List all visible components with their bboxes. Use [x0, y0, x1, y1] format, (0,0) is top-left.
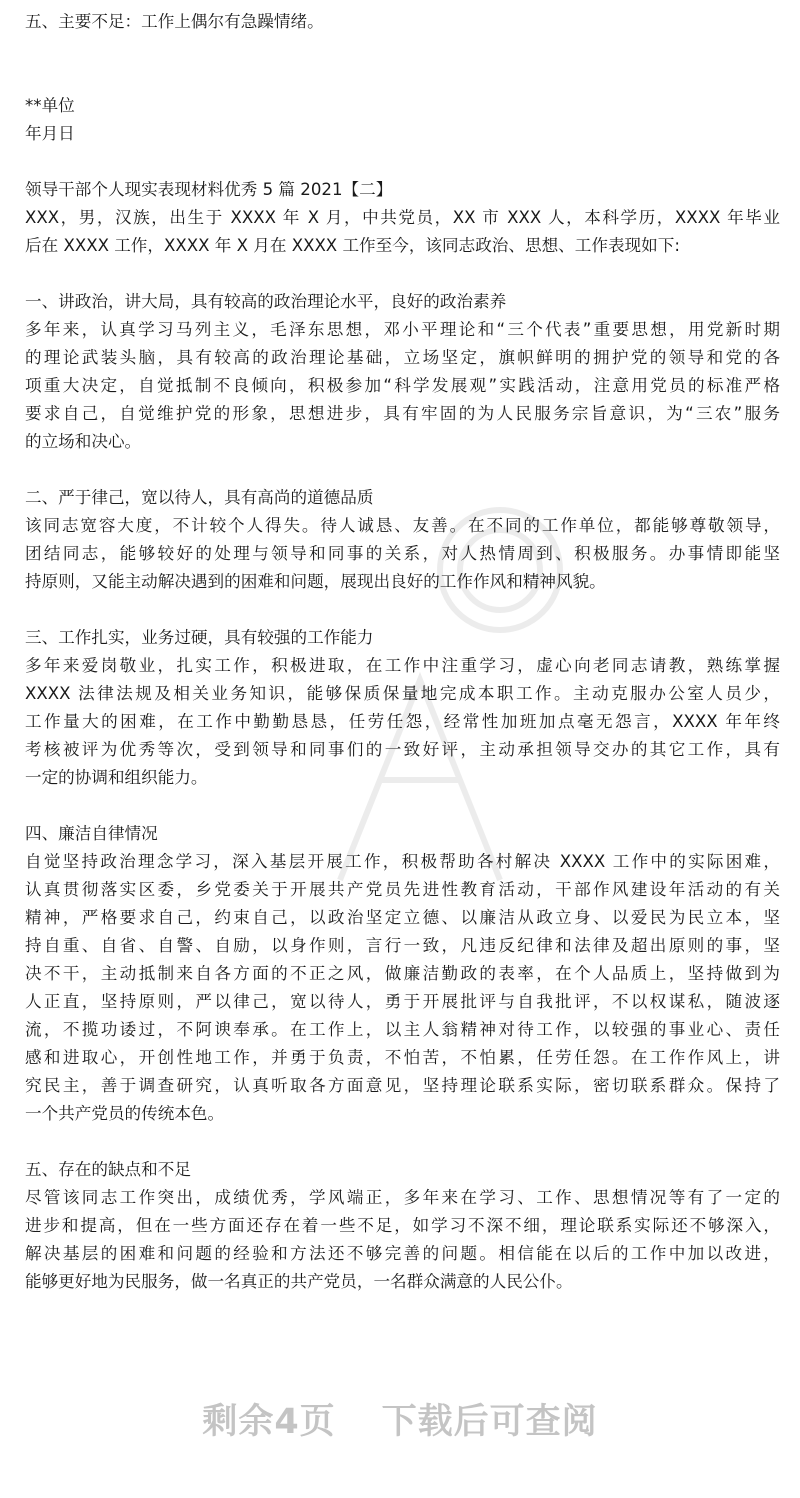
section-heading: 二、严于律己，宽以待人，具有高尚的道德品质	[25, 488, 374, 507]
paragraph-line: 团结同志，能够较好的处理与领导和同事的关系，对人热情周到、积极服务。办事情即能坚	[25, 544, 780, 563]
section-title: 领导干部个人现实表现材料优秀 5 篇 2021【二】	[25, 180, 393, 199]
paragraph-line: 进步和提高，但在一些方面还存在着一些不足，如学习不深不细，理论联系实际还不够深入，	[25, 1216, 780, 1235]
paragraph-line: 自觉坚持政治理念学习，深入基层开展工作，积极帮助各村解决 XXXX 工作中的实际困难，	[25, 852, 780, 871]
paragraph-line: 的立场和决心。	[25, 432, 142, 451]
paragraph-line: 要求自己，自觉维护党的形象，思想进步，具有牢固的为人民服务宗旨意识，为“三农”服务	[25, 404, 780, 423]
section-heading: 三、工作扎实，业务过硬，具有较强的工作能力	[25, 628, 374, 647]
paragraph-line: 工作量大的困难，在工作中勤勤恳恳，任劳任怨，经常性加班加点毫无怨言，XXXX 年年终	[25, 712, 780, 731]
paragraph-line: 多年来，认真学习马列主义，毛泽东思想，邓小平理论和“三个代表”重要思想，用党新时期	[25, 320, 780, 339]
section-5	[25, 1156, 780, 1296]
paragraph-line: 的理论武装头脑，具有较高的政治理论基础，立场坚定，旗帜鲜明的拥护党的领导和党的各	[25, 348, 780, 367]
remaining-pages-label: 剩余4页	[202, 1402, 336, 1442]
paragraph-line: 尽管该同志工作突出，成绩优秀，学风端正，多年来在学习、工作、思想情况等有了一定的	[25, 1188, 780, 1207]
paragraph-line: 项重大决定，自觉抵制不良倾向，积极参加“科学发展观”实践活动，注意用党员的标准严格	[25, 376, 780, 395]
intro-line: 后在 XXXX 工作，XXXX 年 X 月在 XXXX 工作至今，该同志政治、思想、工作表现如下:	[25, 236, 680, 255]
paragraph-line: 一个共产党员的传统本色。	[25, 1104, 225, 1123]
paragraph-line: 流，不揽功诿过，不阿谀奉承。在工作上，以主人翁精神对待工作，以较强的事业心、责任	[25, 1020, 780, 1039]
paragraph-line: 感和进取心，开创性地工作，并勇于负责，不怕苦，不怕累，任劳任怨。在工作作风上，讲	[25, 1048, 780, 1067]
paragraph-line: 人正直，坚持原则，严以律己，宽以待人，勇于开展批评与自我批评，不以权谋私，随波逐	[25, 992, 780, 1011]
intro-line: XXX，男，汉族，出生于 XXXX 年 X 月，中共党员，XX 市 XXX 人，本科学历，XXXX 年毕业	[25, 208, 780, 227]
paragraph-line: 持原则，又能主动解决遇到的困难和问题，展现出良好的工作作风和精神风貌。	[25, 572, 606, 591]
section-4	[25, 820, 780, 1128]
download-to-view-label: 下载后可查阅	[381, 1402, 598, 1442]
paragraph-line: XXXX 法律法规及相关业务知识，能够保质保量地完成本职工作。主动克服办公室人员少，	[25, 684, 780, 703]
signature-unit: **单位	[25, 96, 75, 115]
section-1	[25, 288, 780, 456]
paragraph-line: 多年来爱岗敬业，扎实工作，积极进取，在工作中注重学习，虚心向老同志请教，熟练掌握	[25, 656, 780, 675]
shortcoming-line: 五、主要不足：工作上偶尔有急躁情绪。	[25, 12, 324, 31]
download-prompt[interactable]	[0, 1394, 800, 1444]
section-heading: 五、存在的缺点和不足	[25, 1160, 191, 1179]
paragraph-line: 解决基层的困难和问题的经验和方法还不够完善的问题。相信能在以后的工作中加以改进，	[25, 1244, 780, 1263]
paragraph-line: 决不干，主动抵制来自各方面的不正之风，做廉洁勤政的表率，在个人品质上，坚持做到为	[25, 964, 780, 983]
paragraph-line: 持自重、自省、自警、自励，以身作则，言行一致，凡违反纪律和法律及超出原则的事，坚	[25, 936, 780, 955]
paragraph-line: 认真贯彻落实区委，乡党委关于开展共产党员先进性教育活动，干部作风建设年活动的有关	[25, 880, 780, 899]
paragraph-line: 能够更好地为民服务，做一名真正的共产党员，一名群众满意的人民公仆。	[25, 1272, 573, 1291]
document-page	[25, 8, 780, 1296]
section-3	[25, 624, 780, 792]
section-heading: 四、廉洁自律情况	[25, 824, 158, 843]
paragraph-line: 一定的协调和组织能力。	[25, 768, 208, 787]
paragraph-line: 考核被评为优秀等次，受到领导和同事们的一致好评，主动承担领导交办的其它工作，具有	[25, 740, 780, 759]
section-heading: 一、讲政治，讲大局，具有较高的政治理论水平，良好的政治素养	[25, 292, 507, 311]
signature-date: 年月日	[25, 124, 75, 143]
section-2	[25, 484, 780, 596]
paragraph-line: 究民主，善于调查研究，认真听取各方面意见，坚持理论联系实际，密切联系群众。保持了	[25, 1076, 780, 1095]
paragraph-line: 精神，严格要求自己，约束自己，以政治坚定立德、以廉洁从政立身、以爱民为民立本，坚	[25, 908, 780, 927]
paragraph-line: 该同志宽容大度，不计较个人得失。待人诚恳、友善。在不同的工作单位，都能够尊敬领导，	[25, 516, 780, 535]
